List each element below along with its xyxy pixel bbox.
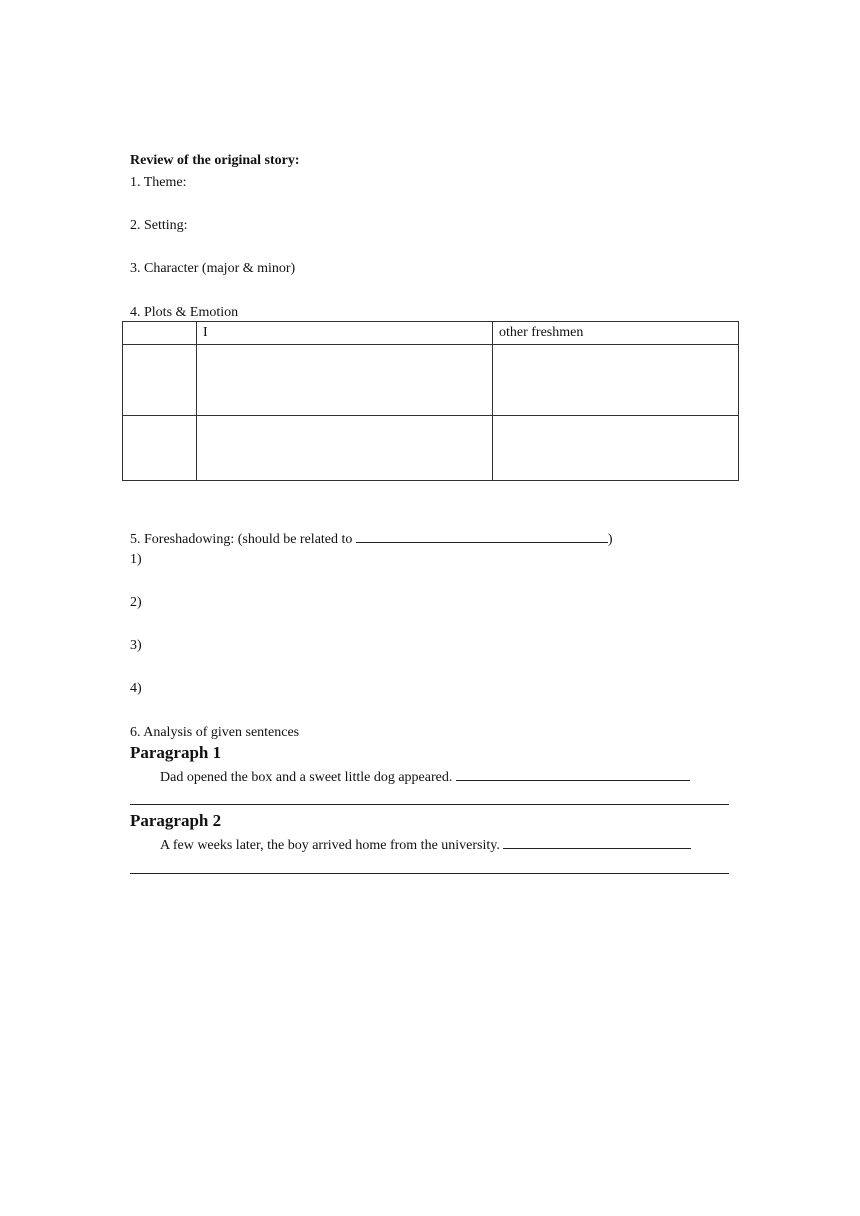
analysis-heading: 6. Analysis of given sentences <box>130 725 300 740</box>
table-row <box>123 345 739 416</box>
paragraph-1-answer-line[interactable] <box>130 804 729 805</box>
paragraph-1-title: Paragraph 1 <box>130 743 222 762</box>
foreshadowing-label <box>130 529 613 549</box>
foreshadowing-item-1: 1) <box>130 552 142 567</box>
table-cell[interactable] <box>197 345 493 416</box>
setting-label: 2. Setting: <box>130 218 188 233</box>
paragraph-1-sentence: Dad opened the box and a sweet little dog appeared. <box>160 770 453 785</box>
table-cell[interactable] <box>123 345 197 416</box>
plots-emotion-table <box>122 321 739 481</box>
paragraph-2-sentence-line <box>160 835 691 855</box>
table-cell[interactable] <box>493 416 739 481</box>
table-header-cell <box>123 322 197 345</box>
table-cell[interactable] <box>197 416 493 481</box>
table-header-cell: I <box>197 322 493 345</box>
character-label: 3. Character (major & minor) <box>130 261 296 276</box>
table-cell[interactable] <box>493 345 739 416</box>
table-header-cell: other freshmen <box>493 322 739 345</box>
paragraph-1-sentence-line <box>160 767 690 787</box>
paragraph-2-sentence: A few weeks later, the boy arrived home from the university. <box>160 838 500 853</box>
foreshadowing-item-3: 3) <box>130 638 142 653</box>
theme-label: 1. Theme: <box>130 175 187 190</box>
paragraph-2-answer-line[interactable] <box>130 873 729 874</box>
paragraph-1-blank[interactable] <box>456 767 690 781</box>
plots-emotion-label: 4. Plots & Emotion <box>130 305 239 320</box>
foreshadowing-blank[interactable] <box>356 529 608 543</box>
table-cell[interactable] <box>123 416 197 481</box>
table-header-row <box>123 322 739 345</box>
table-row <box>123 416 739 481</box>
foreshadowing-item-2: 2) <box>130 595 142 610</box>
foreshadowing-suffix: ) <box>607 532 613 547</box>
foreshadowing-item-4: 4) <box>130 681 142 696</box>
paragraph-2-title: Paragraph 2 <box>130 811 222 830</box>
foreshadowing-prefix: 5. Foreshadowing: (should be related to <box>130 532 356 547</box>
review-heading: Review of the original story: <box>130 153 300 168</box>
paragraph-2-blank[interactable] <box>503 835 691 849</box>
